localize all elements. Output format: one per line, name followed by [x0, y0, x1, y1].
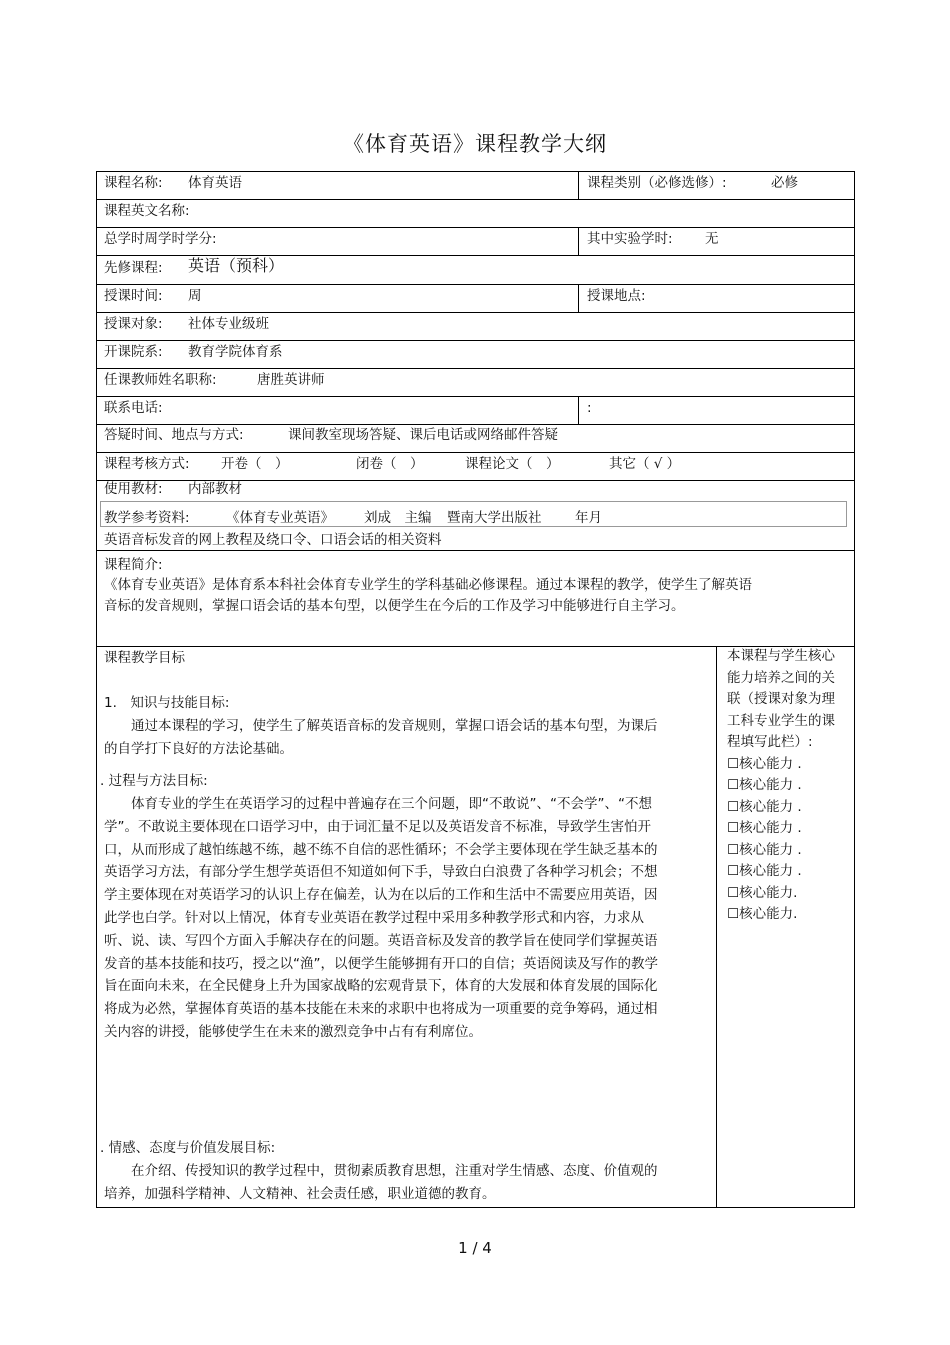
core-competency-item: ☐核心能力 . — [727, 755, 802, 772]
teacher-value: 唐胜英讲师 — [257, 372, 325, 388]
page-number: 1 / 4 — [458, 1239, 492, 1257]
core-competency-item: ☐核心能力 . — [727, 841, 802, 858]
qa-value: 课间教室现场答疑、课后电话或网络邮件答疑 — [288, 427, 558, 443]
exam-other: 其它（ √ ） — [609, 456, 681, 472]
document-title: 《体育英语》课程教学大纲 — [343, 132, 607, 156]
course-name-value: 体育英语 — [188, 175, 242, 191]
intro-text: 《体育专业英语》是体育系本科社会体育专业学生的学科基础必修课程。通过本课程的教学，使学生了解英语音标的发音规则，掌握口语会话的基本句型，以便学生在今后的工作及学习中能够进行自主学习。 — [104, 577, 752, 614]
objective-text-3: 在介绍、传授知识的教学过程中，贯彻素质教育思想，注重对学生情感、态度、价值观的培养，加强科学精神、人文精神、社会责任感，职业道德的教育。 — [104, 1163, 658, 1202]
ref-year: 年月 — [575, 510, 602, 526]
core-competency-item: ☐核心能力 . — [727, 863, 802, 879]
objective-heading-3: . 情感、态度与价值发展目标: — [100, 1140, 276, 1156]
ref-author: 刘成 主编 — [364, 510, 432, 526]
dept-value: 教育学院体育系 — [188, 344, 283, 360]
ref-label: 教学参考资料: — [104, 510, 190, 526]
course-type-label: 课程类别（必修选修）: — [587, 175, 727, 191]
lab-hours-label: 其中实验学时: — [587, 231, 673, 247]
exam-paper: 课程论文（ ） — [465, 456, 560, 472]
audience-value: 社体专业级班 — [188, 316, 269, 332]
hours-label: 总学时周学时学分: — [104, 231, 217, 247]
exam-label: 课程考核方式: — [104, 456, 190, 472]
core-competency-item: ☐核心能力 . — [727, 798, 802, 815]
core-competency-item: ☐核心能力 . — [727, 777, 802, 793]
teacher-label: 任课教师姓名职称: — [104, 372, 217, 388]
dept-label: 开课院系: — [104, 344, 163, 360]
textbook-value: 内部教材 — [188, 481, 242, 497]
course-name-label: 课程名称: — [104, 175, 163, 191]
time-value: 周 — [188, 288, 202, 304]
core-competency-column — [727, 646, 837, 926]
exam-closed: 闭卷（ ） — [356, 456, 424, 472]
time-label: 授课时间: — [104, 288, 163, 304]
intro-label: 课程简介: — [104, 557, 163, 573]
core-competency-item: ☐核心能力 . — [727, 820, 802, 836]
objective-text-2: 体育专业的学生在英语学习的过程中普遍存在三个问题，即“不敢说”、“不会学”、“不想学”。不敢说主要体现在口语学习中，由于词汇量不足以及英语发音不标准，导致学生害怕开口，从而形成了越怕练越不练，越不练不自信的恶性循环；不会学主要体现在学生缺乏基本的英语学习方法，有部分学生想学英语但不知道如何下手，导致白白浪费了各种学习机会；不想学主要体现在对英语学习的认识上存在偏差，认为在以后的工作和生活中不需要应用英语，因此学也白学。针对以上情况，体育专业英语在教学过程中采用多种教学形式和内容，力求从听、说、读、写四个方面入手解决存在的问题。英语音标及发音的教学旨在使同学们掌握英语发音的基本技能和技巧，授之以“渔”，以便学生能够拥有开口的自信；英语阅读及写作的教学旨在面向未来，在全民健身上升为国家战略的宏观背景下，体育的大发展和体育发展的国际化将成为必然，掌握体育英语的基本技能在未来的求职中也将成为一项重要的竞争筹码，通过相关内容的讲授，能够使学生在未来的激烈竞争中占有有利席位。 — [104, 796, 658, 1040]
core-competency-text: 本课程与学生核心能力培养之间的关联（授课对象为理工科专业学生的课程填写此栏）: — [727, 648, 835, 750]
core-competency-item: ☐核心能力. — [727, 906, 798, 922]
objectives-label: 课程教学目标 — [104, 650, 185, 666]
prereq-value: 英语（预科） — [188, 256, 285, 275]
core-competency-item: ☐核心能力. — [727, 884, 798, 901]
exam-open: 开卷（ ） — [221, 456, 289, 472]
audience-label: 授课对象: — [104, 316, 163, 332]
ref-book: 《体育专业英语》 — [226, 510, 334, 526]
textbook-label: 使用教材: — [104, 481, 163, 497]
lab-hours-value: 无 — [705, 231, 719, 247]
ref-publisher: 暨南大学出版社 — [447, 510, 542, 526]
phone-right: : — [587, 400, 592, 416]
qa-label: 答疑时间、地点与方式: — [104, 427, 244, 443]
objective-text-1: 通过本课程的学习，使学生了解英语音标的发音规则，掌握口语会话的基本句型，为课后的自学打下良好的方法论基础。 — [104, 718, 658, 757]
english-name-label: 课程英文名称: — [104, 203, 190, 219]
course-type-value: 必修 — [771, 175, 798, 191]
prereq-label: 先修课程: — [104, 260, 163, 276]
objective-heading-1: 1. 知识与技能目标: — [104, 695, 230, 711]
place-label: 授课地点: — [587, 288, 646, 304]
ref-extra: 英语音标发音的网上教程及绕口令、口语会话的相关资料 — [104, 532, 442, 548]
phone-label: 联系电话: — [104, 400, 163, 416]
objective-heading-2: . 过程与方法目标: — [100, 773, 208, 789]
